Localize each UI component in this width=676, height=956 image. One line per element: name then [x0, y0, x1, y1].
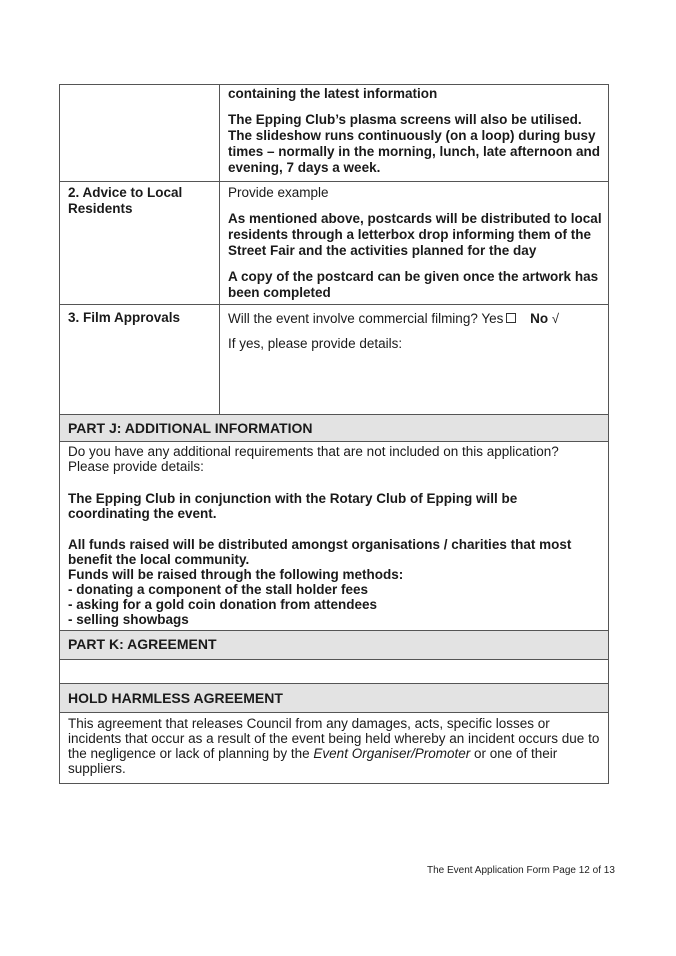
part-j-heading: PART J: ADDITIONAL INFORMATION: [60, 415, 608, 442]
filming-question: [228, 311, 602, 327]
postcards-text: As mentioned above, postcards will be distributed to local residents through a letterbox drop informing them of the Street Fair and the activities planned for the day: [228, 211, 602, 258]
promotion-line: containing the latest information: [228, 86, 438, 101]
provide-example-prompt: Provide example: [228, 185, 329, 200]
postcard-copy-text: A copy of the postcard can be given once the artwork has been completed: [228, 269, 599, 300]
method-item: - selling showbags: [68, 612, 189, 627]
no-tick-mark: √: [551, 311, 560, 326]
part-j-content: [60, 442, 608, 631]
film-details-prompt: If yes, please provide details:: [228, 336, 403, 351]
hold-harmless-text-part1: This agreement that releases Council from any damages, acts, specific losses or incidents that occur as a result of the event being held whereby an incident occurs due to the negligence or lack of planning by the: [68, 716, 600, 761]
funds-distribution-text: All funds raised will be distributed amongst organisations / charities that most benefit the local community.: [68, 537, 572, 567]
yes-checkbox[interactable]: [506, 313, 516, 323]
hold-harmless-content: [60, 713, 608, 784]
plasma-screens-text: The Epping Club’s plasma screens will also be utilised. The slideshow runs continuously (on a loop) during busy times – normally in the morning, lunch, late afternoon and evening, 7 days a week.: [228, 112, 601, 175]
hold-harmless-heading: HOLD HARMLESS AGREEMENT: [60, 684, 608, 713]
method-item: - donating a component of the stall holder fees: [68, 582, 369, 597]
hold-harmless-text-part2: or one of their suppliers.: [68, 746, 558, 776]
additional-requirements-question: Do you have any additional requirements that are not included on this application? Please provide details:: [68, 444, 559, 474]
method-item: - asking for a gold coin donation from attendees: [68, 597, 378, 612]
page-footer: The Event Application Form Page 12 of 13: [427, 865, 615, 876]
part-k-content: [60, 660, 608, 684]
filming-question-text: Will the event involve commercial filming? Yes: [228, 311, 504, 326]
advice-residents-content: [220, 182, 608, 304]
promotion-content-cell: [220, 85, 608, 181]
no-label: No: [530, 311, 549, 326]
part-k-heading: PART K: AGREEMENT: [60, 631, 608, 660]
funds-methods-intro: Funds will be raised through the following methods:: [68, 567, 404, 582]
advice-residents-row: [60, 182, 608, 305]
promotion-row: [60, 85, 608, 182]
film-approvals-label: 3. Film Approvals: [60, 305, 220, 414]
application-form-table: [59, 84, 609, 784]
hold-harmless-text: [68, 716, 600, 776]
coordinating-text: The Epping Club in conjunction with the Rotary Club of Epping will be coordinating the event.: [68, 491, 518, 521]
film-approvals-row: [60, 305, 608, 415]
promotion-label-cell: [60, 85, 220, 181]
advice-residents-label: 2. Advice to Local Residents: [60, 182, 220, 304]
film-approvals-content: [220, 305, 608, 414]
event-organiser-italic: Event Organiser/Promoter: [313, 746, 471, 761]
